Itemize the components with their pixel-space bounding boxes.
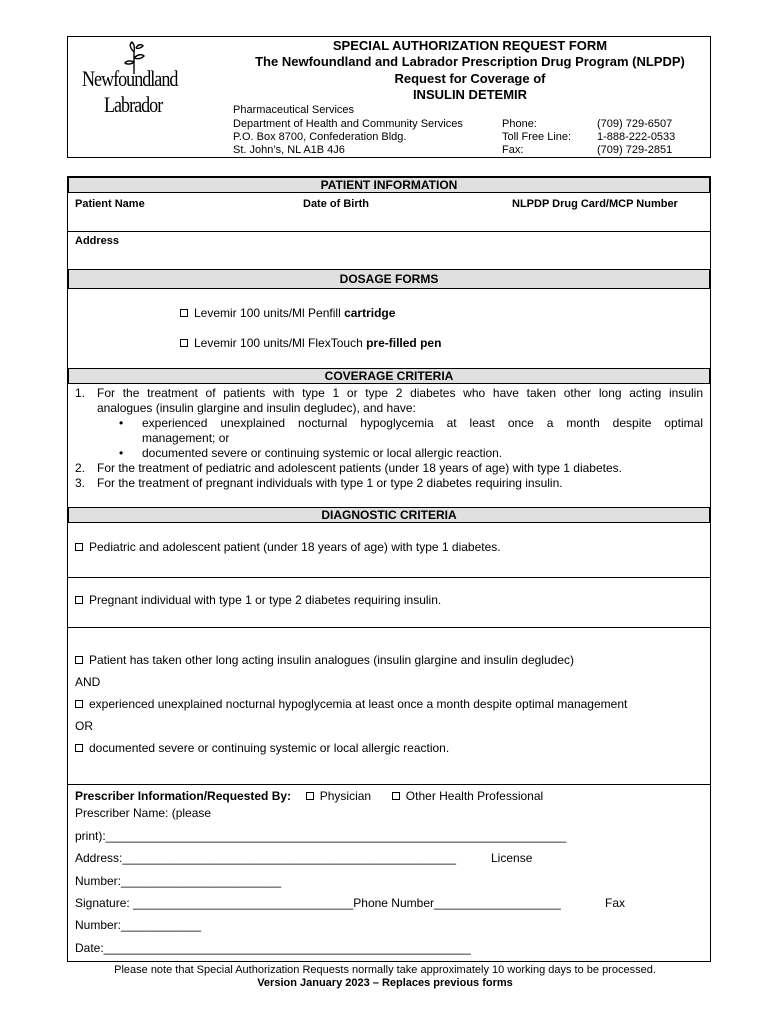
- date-field[interactable]: Date:_______________________________________________________: [75, 941, 471, 955]
- prescriber-header-row: [75, 789, 543, 803]
- bullet: •: [119, 446, 124, 460]
- logo-line-1: Newfoundland: [82, 66, 178, 91]
- license-label: License: [491, 851, 533, 865]
- criteria-bullet-1-line-1: experienced unexplained nocturnal hypoglycemia at least once a month despite optimal: [142, 416, 703, 430]
- divider: [68, 577, 710, 578]
- option-emphasis: pre-filled pen: [366, 336, 442, 350]
- other-professional-checkbox[interactable]: [392, 792, 400, 800]
- divider: [68, 784, 710, 785]
- criteria-1-line-1: For the treatment of patients with type 1 or type 2 diabetes who have taken other long acting insulin: [97, 386, 703, 400]
- option-text: Levemir 100 units/Ml FlexTouch: [194, 336, 367, 350]
- form-title: SPECIAL AUTHORIZATION REQUEST FORM: [332, 38, 608, 53]
- dosage-option-pen[interactable]: [180, 336, 441, 350]
- checkbox[interactable]: [75, 543, 83, 551]
- other-professional-label: Other Health Professional: [405, 789, 544, 803]
- bullet: •: [119, 416, 124, 430]
- toll-free-label: Toll Free Line:: [502, 131, 572, 143]
- address-line-1: Pharmaceutical Services: [233, 104, 355, 116]
- checkbox[interactable]: [180, 309, 188, 317]
- option-emphasis: cartridge: [344, 306, 396, 320]
- diagnostic-option-pregnant[interactable]: [75, 593, 441, 607]
- option-text: Levemir 100 units/Ml Penfill: [194, 306, 345, 320]
- prescriber-name-field[interactable]: print):_____________________________________________________________________: [75, 829, 567, 843]
- coverage-heading: COVERAGE CRITERIA: [68, 368, 710, 384]
- criteria-number-1: 1.: [75, 386, 86, 400]
- option-text: Pregnant individual with type 1 or type 2 diabetes requiring insulin.: [89, 593, 442, 607]
- prescriber-address-field[interactable]: Address:__________________________________________________: [75, 851, 457, 865]
- criteria-1-line-2: analogues (insulin glargine and insulin degludec), and have:: [97, 401, 416, 415]
- option-text: Patient has taken other long acting insulin analogues (insulin glargine and insulin degludec): [89, 653, 574, 667]
- diagnostic-option-allergic[interactable]: [75, 741, 449, 755]
- fax-value: (709) 729-2851: [597, 144, 673, 156]
- physician-label: Physician: [319, 789, 372, 803]
- checkbox[interactable]: [180, 339, 188, 347]
- patient-name-label: Patient Name: [75, 198, 145, 210]
- prescriber-title: Prescriber Information/Requested By:: [75, 789, 292, 803]
- phone-value: (709) 729-6507: [597, 118, 673, 130]
- divider: [68, 627, 710, 628]
- diagnostic-option-hypoglycemia[interactable]: [75, 697, 627, 711]
- option-text: experienced unexplained nocturnal hypoglycemia at least once a month despite optimal management: [89, 697, 628, 711]
- option-text: documented severe or continuing systemic or local allergic reaction.: [89, 741, 450, 755]
- diagnostic-option-analogues[interactable]: [75, 653, 574, 667]
- fax-number-field[interactable]: Number:____________: [75, 918, 202, 932]
- or-label: OR: [75, 719, 93, 733]
- diagnostic-heading: DIAGNOSTIC CRITERIA: [68, 507, 710, 523]
- prescriber-name-label: Prescriber Name: (please: [75, 806, 212, 820]
- diagnostic-option-pediatric[interactable]: [75, 540, 501, 554]
- processing-note: Please note that Special Authorization Requests normally take approximately 10 working days to be processed.: [114, 964, 656, 976]
- address-line-2: Department of Health and Community Services: [233, 118, 463, 130]
- request-title: Request for Coverage of: [394, 71, 546, 86]
- logo-line-2: Labrador: [104, 92, 163, 117]
- physician-checkbox[interactable]: [306, 792, 314, 800]
- dob-label: Date of Birth: [303, 198, 369, 210]
- version-note: Version January 2023 – Replaces previous forms: [257, 977, 513, 989]
- drug-title: INSULIN DETEMIR: [412, 87, 528, 102]
- checkbox[interactable]: [75, 700, 83, 708]
- patient-info-heading: PATIENT INFORMATION: [68, 177, 710, 193]
- address-line-4: St. John’s, NL A1B 4J6: [233, 144, 345, 156]
- toll-free-value: 1-888-222-0533: [597, 131, 676, 143]
- criteria-2: For the treatment of pediatric and adolescent patients (under 18 years of age) with type 1 diabetes.: [97, 461, 622, 475]
- checkbox[interactable]: [75, 656, 83, 664]
- address-line-3: P.O. Box 8700, Confederation Bldg.: [233, 131, 407, 143]
- dob-field[interactable]: [300, 212, 505, 230]
- form-body: [67, 176, 711, 962]
- criteria-number-2: 2.: [75, 461, 86, 475]
- fax-label: Fax: [605, 896, 626, 910]
- criteria-3: For the treatment of pregnant individuals with type 1 or type 2 diabetes requiring insulin.: [97, 476, 563, 490]
- criteria-number-3: 3.: [75, 476, 86, 490]
- divider: [68, 231, 710, 232]
- signature-phone-field[interactable]: Signature: _________________________________Phone Number___________________: [75, 896, 561, 910]
- dosage-option-cartridge[interactable]: [180, 306, 395, 320]
- and-label: AND: [75, 675, 101, 689]
- fax-label: Fax:: [502, 144, 524, 156]
- checkbox[interactable]: [75, 596, 83, 604]
- license-number-field[interactable]: Number:________________________: [75, 874, 282, 888]
- card-number-field[interactable]: [510, 212, 706, 230]
- criteria-bullet-1-line-2: management; or: [142, 431, 230, 445]
- dosage-heading: DOSAGE FORMS: [68, 269, 710, 289]
- address-field[interactable]: [70, 249, 706, 267]
- address-label: Address: [75, 235, 120, 247]
- checkbox[interactable]: [75, 744, 83, 752]
- card-number-label: NLPDP Drug Card/MCP Number: [512, 198, 678, 210]
- phone-label: Phone:: [502, 118, 537, 130]
- program-title: The Newfoundland and Labrador Prescription Drug Program (NLPDP): [255, 54, 685, 69]
- option-text: Pediatric and adolescent patient (under 18 years of age) with type 1 diabetes.: [89, 540, 501, 554]
- patient-name-field[interactable]: [70, 212, 295, 230]
- criteria-bullet-2: documented severe or continuing systemic or local allergic reaction.: [142, 446, 503, 460]
